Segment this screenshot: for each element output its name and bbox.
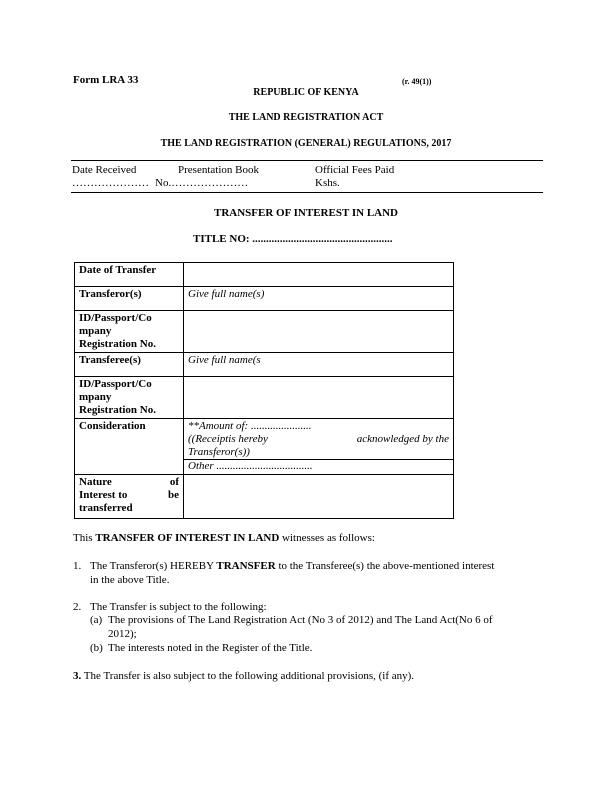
- label-line: transferred: [79, 502, 133, 514]
- date-received-label: Date Received: [72, 164, 137, 176]
- date-of-transfer-label: Date of Transfer: [75, 263, 184, 287]
- receipt-line: [188, 433, 449, 446]
- clause-1-line-2: in the above Title.: [90, 574, 170, 586]
- other-line: Other ...................................: [184, 459, 453, 473]
- clause-1-number: 1.: [73, 560, 82, 572]
- clause-bold-text: TRANSFER: [216, 560, 276, 572]
- date-of-transfer-field[interactable]: [184, 263, 454, 287]
- regulations-heading: THE LAND REGISTRATION (GENERAL) REGULATIONS, 2017: [160, 138, 452, 149]
- title-number-label: TITLE NO: [193, 233, 246, 245]
- intro-bold-text: TRANSFER OF INTEREST IN LAND: [95, 532, 280, 544]
- clause-text: to the Transferee(s) the above-mentioned interest: [275, 560, 495, 572]
- document-title: TRANSFER OF INTEREST IN LAND: [214, 207, 398, 219]
- act-heading: THE LAND REGISTRATION ACT: [228, 112, 384, 123]
- label-line: Registration No.: [79, 338, 156, 350]
- label-line: ID/Passport/Co: [79, 312, 152, 324]
- title-number-value: : ...................................................: [245, 233, 393, 245]
- amount-line: **Amount of: ......................: [188, 420, 312, 432]
- title-number: [193, 233, 393, 245]
- clause-3-number: 3.: [73, 670, 82, 682]
- nature-of-interest-field[interactable]: [184, 475, 454, 519]
- label-word: be: [168, 489, 179, 501]
- form-id: Form LRA 33: [73, 74, 139, 86]
- label-line: mpany: [79, 325, 112, 337]
- transferor-id-field[interactable]: [184, 311, 454, 353]
- label-line: [79, 476, 179, 489]
- clause-2-text: The Transfer is subject to the following:: [90, 601, 267, 613]
- clause-3-text: The Transfer is also subject to the following additional provisions, (if any).: [81, 670, 415, 682]
- date-received-dots: …………………: [72, 177, 149, 189]
- label-word: Nature: [79, 476, 112, 488]
- transferee-id-field[interactable]: [184, 377, 454, 419]
- transferor-field[interactable]: Give full name(s): [184, 287, 454, 311]
- table-row: [75, 377, 454, 419]
- republic-heading: REPUBLIC OF KENYA: [253, 87, 359, 98]
- label-line: Registration No.: [79, 404, 156, 416]
- transferee-label: Transferee(s): [75, 353, 184, 377]
- clause-2a-line-1: The provisions of The Land Registration Act (No 3 of 2012) and The Land Act(No 6 of: [108, 614, 493, 626]
- label-word: of: [169, 476, 179, 488]
- clause-2b-label: (b): [90, 642, 103, 654]
- receipt-text: ((Receiptis hereby: [188, 433, 268, 445]
- registry-bottom-rule: [71, 192, 543, 193]
- transferee-id-label: [75, 377, 184, 419]
- clause-2-number: 2.: [73, 601, 82, 613]
- clause-3: [73, 670, 414, 683]
- table-row: [75, 263, 454, 287]
- table-row: [75, 311, 454, 353]
- transferor-id-label: [75, 311, 184, 353]
- consideration-label: Consideration: [75, 419, 184, 475]
- transfer-details-table: [74, 262, 454, 519]
- table-row: [75, 419, 454, 475]
- label-line: [79, 489, 179, 502]
- registry-top-rule: [71, 160, 543, 161]
- table-row: [75, 353, 454, 377]
- presentation-book-number: No.…………………: [155, 177, 249, 189]
- nature-of-interest-label: [75, 475, 184, 519]
- table-row: [75, 475, 454, 519]
- clause-1-line-1: [90, 560, 494, 573]
- transferee-field[interactable]: Give full name(s: [184, 353, 454, 377]
- clause-text: The Transferor(s) HEREBY: [90, 560, 217, 572]
- consideration-field[interactable]: [184, 419, 454, 475]
- label-line: mpany: [79, 391, 112, 403]
- intro-text: witnesses as follows:: [279, 532, 375, 544]
- clause-2a-label: (a): [90, 614, 103, 626]
- receipt-line: Transferor(s)): [188, 446, 250, 458]
- rule-reference: (r. 49(1)): [402, 77, 432, 86]
- label-word: Interest to: [79, 489, 128, 501]
- official-fees-label: Official Fees Paid: [315, 164, 395, 176]
- receipt-text: acknowledged by the: [356, 433, 449, 445]
- clause-2b-text: The interests noted in the Register of the Title.: [108, 642, 313, 654]
- transferor-label: Transferor(s): [75, 287, 184, 311]
- label-line: ID/Passport/Co: [79, 378, 152, 390]
- table-row: [75, 287, 454, 311]
- official-fees-currency: Kshs.: [315, 177, 340, 189]
- presentation-book-label: Presentation Book: [178, 164, 259, 176]
- clause-2a-line-2: 2012);: [108, 628, 137, 640]
- intro-paragraph: [73, 532, 375, 545]
- intro-text: This: [73, 532, 96, 544]
